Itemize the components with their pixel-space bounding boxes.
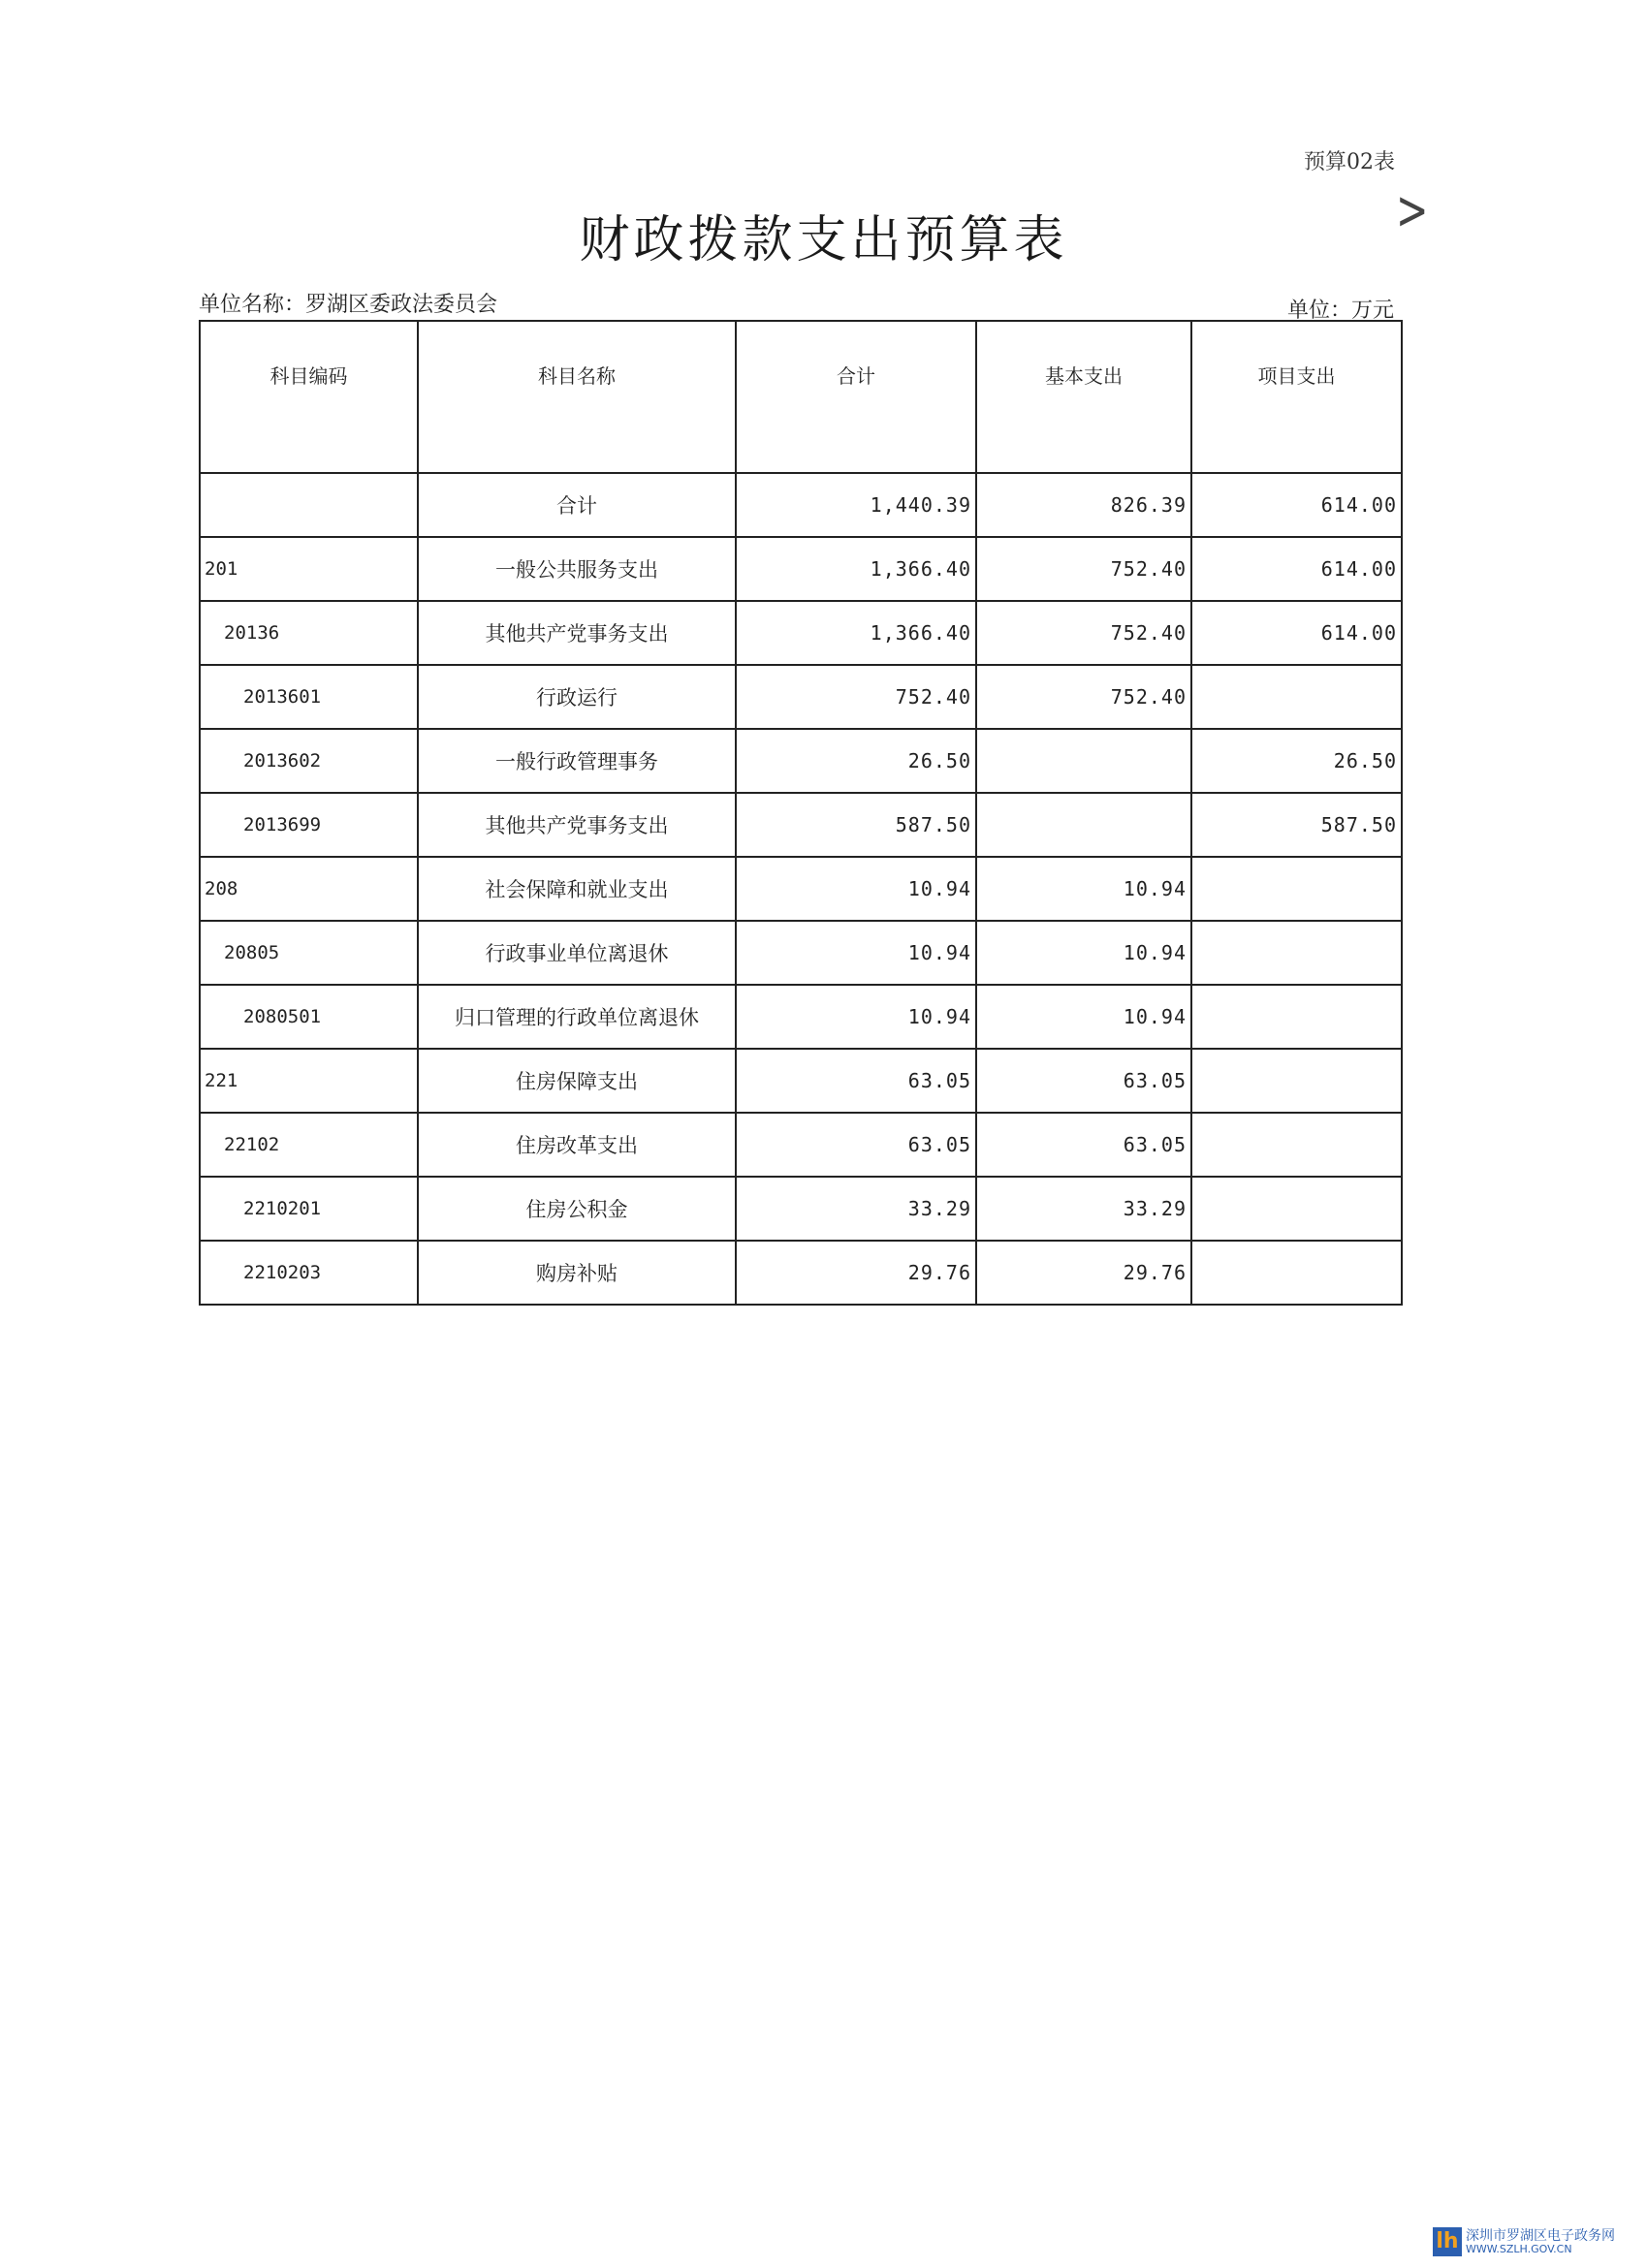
header-code: 科目编码 bbox=[200, 321, 418, 473]
cell-total: 10.94 bbox=[736, 985, 976, 1049]
cell-total: 63.05 bbox=[736, 1113, 976, 1177]
table-row bbox=[200, 729, 1402, 793]
cell-project bbox=[1191, 985, 1402, 1049]
cell-project: 587.50 bbox=[1191, 793, 1402, 857]
header-total: 合计 bbox=[736, 321, 976, 473]
cell-name: 合计 bbox=[418, 473, 736, 537]
watermark-site-name: 深圳市罗湖区电子政务网 bbox=[1466, 2228, 1615, 2244]
table-row bbox=[200, 985, 1402, 1049]
table-row bbox=[200, 537, 1402, 601]
cell-total: 33.29 bbox=[736, 1177, 976, 1241]
cell-project bbox=[1191, 857, 1402, 921]
cell-code: 2013602 bbox=[200, 729, 418, 793]
header-name: 科目名称 bbox=[418, 321, 736, 473]
cell-basic: 29.76 bbox=[976, 1241, 1191, 1305]
cell-project bbox=[1191, 921, 1402, 985]
cell-code: 2210201 bbox=[200, 1177, 418, 1241]
table-row bbox=[200, 1113, 1402, 1177]
cell-basic: 826.39 bbox=[976, 473, 1191, 537]
table-row bbox=[200, 601, 1402, 665]
cell-code: 2080501 bbox=[200, 985, 418, 1049]
header-basic: 基本支出 bbox=[976, 321, 1191, 473]
budget-table bbox=[199, 320, 1403, 1306]
cell-project bbox=[1191, 1113, 1402, 1177]
cell-code: 201 bbox=[200, 537, 418, 601]
cell-project: 614.00 bbox=[1191, 601, 1402, 665]
header-project: 项目支出 bbox=[1191, 321, 1402, 473]
watermark-url: WWW.SZLH.GOV.CN bbox=[1466, 2243, 1572, 2255]
cell-code: 2210203 bbox=[200, 1241, 418, 1305]
watermark bbox=[1433, 2225, 1636, 2260]
cell-code: 2013699 bbox=[200, 793, 418, 857]
cell-name: 住房保障支出 bbox=[418, 1049, 736, 1113]
cell-name: 社会保障和就业支出 bbox=[418, 857, 736, 921]
cell-basic: 10.94 bbox=[976, 857, 1191, 921]
cell-basic: 10.94 bbox=[976, 985, 1191, 1049]
table-row bbox=[200, 473, 1402, 537]
table-row bbox=[200, 665, 1402, 729]
cell-basic: 752.40 bbox=[976, 665, 1191, 729]
cell-name: 住房改革支出 bbox=[418, 1113, 736, 1177]
cell-total: 26.50 bbox=[736, 729, 976, 793]
currency-unit: 单位：万元 bbox=[1287, 299, 1395, 323]
cell-name: 归口管理的行政单位离退休 bbox=[418, 985, 736, 1049]
cell-name: 一般公共服务支出 bbox=[418, 537, 736, 601]
cell-total: 29.76 bbox=[736, 1241, 976, 1305]
cell-project: 26.50 bbox=[1191, 729, 1402, 793]
cell-name: 其他共产党事务支出 bbox=[418, 601, 736, 665]
cell-name: 购房补贴 bbox=[418, 1241, 736, 1305]
cell-basic: 752.40 bbox=[976, 601, 1191, 665]
table-row bbox=[200, 1049, 1402, 1113]
cell-basic bbox=[976, 793, 1191, 857]
cell-code: 221 bbox=[200, 1049, 418, 1113]
cell-total: 1,366.40 bbox=[736, 537, 976, 601]
cell-project bbox=[1191, 1177, 1402, 1241]
table-row bbox=[200, 793, 1402, 857]
cell-project bbox=[1191, 665, 1402, 729]
page-title: 财政拨款支出预算表 bbox=[579, 211, 1068, 269]
cell-basic bbox=[976, 729, 1191, 793]
cell-code: 208 bbox=[200, 857, 418, 921]
cell-name: 行政事业单位离退休 bbox=[418, 921, 736, 985]
cell-total: 10.94 bbox=[736, 921, 976, 985]
cell-code: 22102 bbox=[200, 1113, 418, 1177]
corner-mark: > bbox=[1396, 179, 1429, 243]
table-row bbox=[200, 1177, 1402, 1241]
cell-code: 2013601 bbox=[200, 665, 418, 729]
cell-name: 其他共产党事务支出 bbox=[418, 793, 736, 857]
cell-project bbox=[1191, 1049, 1402, 1113]
cell-total: 1,366.40 bbox=[736, 601, 976, 665]
cell-total: 1,440.39 bbox=[736, 473, 976, 537]
unit-name: 单位名称：罗湖区委政法委员会 bbox=[199, 293, 498, 317]
cell-total: 587.50 bbox=[736, 793, 976, 857]
watermark-logo: lh bbox=[1433, 2227, 1462, 2256]
cell-total: 10.94 bbox=[736, 857, 976, 921]
table-header-row bbox=[200, 321, 1402, 473]
cell-name: 行政运行 bbox=[418, 665, 736, 729]
cell-basic: 63.05 bbox=[976, 1049, 1191, 1113]
cell-project: 614.00 bbox=[1191, 537, 1402, 601]
cell-project: 614.00 bbox=[1191, 473, 1402, 537]
cell-basic: 10.94 bbox=[976, 921, 1191, 985]
table-row bbox=[200, 857, 1402, 921]
cell-basic: 63.05 bbox=[976, 1113, 1191, 1177]
cell-name: 一般行政管理事务 bbox=[418, 729, 736, 793]
cell-total: 63.05 bbox=[736, 1049, 976, 1113]
cell-basic: 33.29 bbox=[976, 1177, 1191, 1241]
cell-project bbox=[1191, 1241, 1402, 1305]
cell-code: 20136 bbox=[200, 601, 418, 665]
cell-code bbox=[200, 473, 418, 537]
table-body bbox=[200, 473, 1402, 1305]
table-row bbox=[200, 921, 1402, 985]
cell-name: 住房公积金 bbox=[418, 1177, 736, 1241]
cell-basic: 752.40 bbox=[976, 537, 1191, 601]
cell-code: 20805 bbox=[200, 921, 418, 985]
form-code: 预算02表 bbox=[1304, 150, 1395, 174]
table-row bbox=[200, 1241, 1402, 1305]
cell-total: 752.40 bbox=[736, 665, 976, 729]
